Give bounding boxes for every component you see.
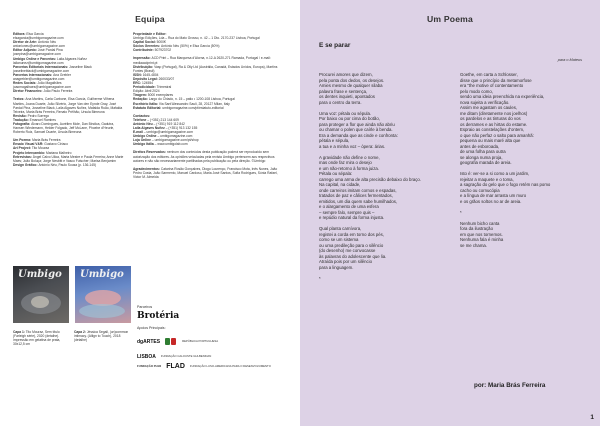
poem-line: como se um sistema xyxy=(319,237,359,242)
poem-line: Nenhum bicho canta xyxy=(460,220,500,226)
cover-2-caption: Capa 2: Jéssica Segall, (un)common intimacy. (Allign to Touch), 2018 (detalhe) xyxy=(74,330,129,343)
credit-line: Sócios Gerentes: António Néu (50%) e Elsa García (50%) xyxy=(133,44,220,49)
credit-line: ISSN: 1645-4804 xyxy=(133,72,159,77)
poem-line: a tua e a minha voz – ópera: árias. xyxy=(319,143,386,149)
poem-line: registei a corda em torno dos pés, xyxy=(319,231,384,237)
poem-line: me ditam (diretamente nos joelhos) xyxy=(460,110,528,116)
poem-column-1 xyxy=(319,72,449,281)
credit-line: Umbigo Online e Parcerias: Laila Algaves Nuñez xyxy=(13,56,87,61)
credit-line: Escritório Itália: Via Sant'Alessandro Sauli, 28, 20127 Milan, Italy xyxy=(133,101,230,106)
poem-line: e repúdio natural da forma injusta. xyxy=(319,215,385,220)
flad-logo: FLAD xyxy=(166,363,185,370)
credit-line: Redação: Largo do Chiado, n. 15 – patio • 1200-108 Lisboa, Portugal xyxy=(133,97,235,102)
credit-line: Art Project: Tito Mouraz xyxy=(13,146,50,151)
poem-line: * xyxy=(319,275,321,281)
credit-line: Redes Sociais: João Magalhães xyxy=(13,81,62,86)
dgartes-logo: dgARTES xyxy=(137,339,161,345)
credit-line: Umbigo Itália – www.umbigolab.com xyxy=(133,142,188,147)
poem-line: os dentes inquieti, apontados xyxy=(319,94,375,99)
credit-line: josepina@umbigomagazine.com xyxy=(13,52,61,57)
poem-line: Por baixo ou por cima do botão, xyxy=(319,116,380,121)
poem-line: pequena ou mais maré alta que xyxy=(460,138,521,143)
poem-line: emitidos, um dia quem sabe humilhados, xyxy=(319,198,398,204)
poem-line: mas onde faz mira o desejo xyxy=(319,160,372,165)
cover-logo: Umbigo xyxy=(80,269,124,280)
poem-line: pelo modo como, xyxy=(460,88,493,94)
credit-line: Editor Adjunto: José Pardal Pina xyxy=(13,48,63,53)
poem-line: e os grãos soltos no ar de areia. xyxy=(460,198,522,204)
credit-line: Depósito Legal: 260033/07 xyxy=(133,76,175,81)
logo-row-1 xyxy=(137,333,287,351)
poem-line: Atraída pois por um silêncio xyxy=(319,259,373,264)
poem-line: para a linguagem. xyxy=(319,264,354,270)
credit-line: Diretor de Arte: António Néu xyxy=(13,40,57,45)
right-page xyxy=(300,0,600,426)
cover-thumbnails xyxy=(13,266,133,324)
credit-line: Ensaio Visual V&R: Gustavo Ciríaco xyxy=(13,142,68,147)
gulbenkian-logo: FUNDAÇÃO CALOUSTE GULBENKIAN xyxy=(160,354,212,359)
credit-line: Loja Online – umbigomagazine.com/pt/shop xyxy=(133,138,199,143)
poem-title: E se parar xyxy=(319,42,351,49)
poem-line: para proteger a flor que ainda não abriu xyxy=(319,121,395,127)
credit-line: Contribuinte: 507923702 xyxy=(133,48,172,53)
poem-line: às palavras do adolescente que lia. xyxy=(319,253,387,259)
credit-line: Editora: Elsa García xyxy=(13,32,44,36)
cover-1-caption: Capa 1: Tito Mouraz, Sem título (Farleigh série), 2020 (detalhe). Impressão em gelatina de prata, 30x12,5 cm xyxy=(13,330,61,347)
poem-line: Amies mesmo de qualquer silaba xyxy=(319,83,383,88)
poem-line: * xyxy=(460,209,462,215)
credit-line: Edição: Abril 2024 xyxy=(133,89,160,94)
poem-line: e o alargamento de uma esfera xyxy=(319,204,379,209)
poem-line: pela ponta dos dedos, os desejos. xyxy=(319,77,385,83)
credit-line: Direitos Reservados: nenhum dos conteúdos desta publicação poderá ser reproduzido sem autorização dos editores. As opiniões veiculadas pela revista Umbigo pertencem aos respectivos autores e não são necessariamente partilhadas pela publicação ou pela direção. ©Umbigo xyxy=(133,150,275,163)
credit-line: Agradecimentos: Catarina Rosão Gonçalves, Diogo Lourenço, Francisco Mota, Inês Nunes, João Pedro Costa, João Sarmento, Manuel Cardoso, Maria José Santos, Sofia Rodrigues, Sónia Rafael, Victor M. Almeida xyxy=(133,166,278,179)
lisboa-logo: LISBOA xyxy=(137,354,156,360)
poem-line: onde carreiros imitam cornos e espadas, xyxy=(319,187,397,193)
poem-line: de uma folha para outra xyxy=(460,149,506,154)
poem-line: geografia marada de areia. xyxy=(460,160,512,165)
poem-line: Na capital, na cidade, xyxy=(319,182,361,187)
poem-line: se me chama. xyxy=(460,242,487,248)
credit-line: Tiragem: 5000 exemplares xyxy=(133,93,174,98)
poem-line: palavra frase e sentença, xyxy=(319,88,368,94)
poem-line: Era a demanda que as cinde e confronta: xyxy=(319,132,398,138)
cover-2-image xyxy=(75,266,131,323)
credit-line: Revisão: Pedro Sorrego xyxy=(13,113,50,118)
broteria-logo: Brotéria xyxy=(137,311,180,321)
credit-line: lailanunez@umbigomagazine.com xyxy=(13,60,64,65)
poem-line: os pardelos e as tinturas do vos xyxy=(460,116,521,121)
poem-line: (do desenho) me convocasse xyxy=(319,248,376,253)
credit-line: Diretor Financeiro: João Paulo Ferreira xyxy=(13,89,73,94)
poem-line: e a língua de mar arrasta um muro xyxy=(460,193,527,198)
partners-heading: Parceiros xyxy=(137,305,153,309)
credit-line: Capital Social: 5000€ xyxy=(133,40,166,45)
poem-line: A gravidade não define o nome, xyxy=(319,154,380,160)
poem-line: ou uma predileção para o silêncio xyxy=(319,242,384,248)
credit-line: Impressão: ACD Print – Rua Marquesa d'Alorna, n.12-A 2620-271 Ramada, Portugal / e-mail: mediaacdprint.pt xyxy=(133,56,271,65)
poem-line: e um não-retorno à forma juiza. xyxy=(319,165,379,171)
credit-line: António Néu – (+351) 919 112 842 xyxy=(133,121,185,126)
republica-portuguesa-text: REPÚBLICA PORTUGUESA xyxy=(182,339,219,344)
credit-line: Contactos: xyxy=(133,113,151,118)
republica-portuguesa-logo xyxy=(165,333,177,351)
credit-line: joaomagalhaes@umbigomagazine.com xyxy=(13,85,71,90)
credit-line: E-mail – umbigo@umbigomagazine.com xyxy=(133,130,193,135)
page-title-um-poema: Um Poema xyxy=(426,14,474,24)
credits-column-2 xyxy=(133,32,285,179)
poem-line: fora da ilustração xyxy=(460,226,493,231)
poem-line: se alonga numa proja, xyxy=(460,154,503,160)
credit-line: Laila Algaves Nuñez – (+351) 913 132 155 xyxy=(133,125,198,130)
credit-line: Umbigo Online – umbigomagazine.com xyxy=(133,134,193,139)
poem-line: Goethe, em carta a Schlosser, xyxy=(460,72,518,77)
credit-line: Parcerias Internacionais: Ana Grebler xyxy=(13,72,71,77)
cover-logo: Umbigo xyxy=(18,269,62,280)
poem-line: Espraio as constelações d'ontem, xyxy=(460,127,525,132)
partners-section xyxy=(137,305,287,370)
credit-line: elsagarcia@umbigomagazine.com xyxy=(13,36,64,41)
poem-line: Pétala ou sépala: xyxy=(319,171,353,176)
credit-line: Design Gráfico: António Néu, Paulo Sousa (p. 136-145) xyxy=(13,162,97,167)
poem-line: Qual planta carnívora, xyxy=(319,226,362,231)
credit-line: Distribuição: Vasp (Portugal), Ra & Olly Ltd (Austrália, Canadá, Estados Unidos, Europa), Martins Fontes (Brasil) xyxy=(133,64,278,73)
credits-column-1 xyxy=(13,32,125,167)
poem-line: ou chamar o polen que caírle à benda. xyxy=(319,127,393,132)
poem-line: era "the motive of contentamento xyxy=(460,83,524,88)
poem-line: rejeitar a maquete e o toma, xyxy=(460,176,514,182)
poem-line: os derrames e as hirtas do estame. xyxy=(460,121,528,127)
poem-line: para o centro da terra. xyxy=(319,99,362,105)
credit-line: ERC: 124554 xyxy=(133,81,153,86)
logo-row-3 xyxy=(137,363,287,370)
credit-line: Propriedade e Editor: xyxy=(133,32,167,36)
poem-line: nova sujeita a verificação. xyxy=(460,99,510,105)
poem-line: Uma voz: pétala ou sépula. xyxy=(319,110,372,116)
credit-line: Telefone – (+351) 213 144 609 xyxy=(133,117,179,122)
credit-line: josselineblack@umbigomagazine.com xyxy=(13,68,70,73)
credit-line: Um Poema: Maria Brás Ferreira xyxy=(13,138,61,143)
plmj-logo: FUNDAÇÃO PLMJ xyxy=(137,363,162,368)
main-supporters-heading: Apoios Principais: xyxy=(137,326,166,330)
poem-line: em que nos tornemos. xyxy=(460,231,503,237)
poem-line: pétala e sépula, xyxy=(319,138,350,143)
poem-line: tratados de paz e câlices fermentados, xyxy=(319,193,393,198)
poem-line: – sempre falo, sempre quis – xyxy=(319,209,375,215)
poem-line: Procurei amores que dizem, xyxy=(319,72,373,77)
poem-line: carrego uma arma de alta precisão debaixo do braço. xyxy=(319,176,421,182)
page-number: 1 xyxy=(590,414,594,421)
page-title-equipa: Equipa xyxy=(135,14,165,24)
credit-line: Projeto Intercambio: Mariana Malheiro xyxy=(13,150,72,155)
poem-line: Nenhuma fala é minha xyxy=(460,237,504,242)
credit-line: Umbigo Edições, Lda – Rua do Mato Grosso, n. 42 – 1 Dto. 2170-237 Lisboa, Portugal xyxy=(133,36,260,41)
credit-line: Periodicidade: Trimestral xyxy=(133,85,172,90)
poem-line: Assim me agastam os caules, xyxy=(460,105,518,110)
poem-author: por: Maria Brás Ferreira xyxy=(474,382,546,389)
credit-line: Tradução: Emanuel Ramires xyxy=(13,117,56,122)
poem-line: sendo uma ideia preenchida na experiência, xyxy=(460,94,545,99)
poem-line: Isto é: ver-se a si como a um jardim, xyxy=(460,171,530,176)
poem-column-2 xyxy=(460,72,585,248)
poem-line: a sagração do gelo que o fogo retém nas pomo xyxy=(460,182,551,187)
poem-line: o que não perfaz o salto para amanhã: xyxy=(460,132,534,138)
credit-line: Entrevistas: Ângel Calvo Ulloa, Marta Mestre e Paula Ferreira; Anne Marie Maes; João Boluça; Jorge Nesbitt e Vasco Futscher; Marisa Benjamim xyxy=(13,154,124,163)
poem-line: disse que o princípio da metamorfose xyxy=(460,77,532,83)
poem-dedication: para o Mateus xyxy=(557,58,582,62)
flad-text: FUNDAÇÃO LUSO-AMERICANA PARA O DESENVOLVIMENTO xyxy=(189,363,271,368)
credit-line: Parcerias Editoriais Internacionais: Josseline Black xyxy=(13,64,92,69)
credit-line: anagrebler@umbigomagazine.com xyxy=(13,77,65,82)
cover-1-image xyxy=(13,266,69,323)
credit-line: Textos: Ana Martins, Carla Carbone, Elsa García, Guilherme Vilhena Martins, Joana Duarte, João Silvério, Jorge Van den Eynde Gray, José Pardal Pina, Josseline Black, Laila Algaves Nuñez, Mafalda Ruão, Mafalda Teixeira, Maria Brás Ferreira, Renato Prêlhão, Ursula Bimeuna xyxy=(13,97,123,114)
poem-line: antes de esboroada, xyxy=(460,143,500,149)
poem-line: cacho ou cornucópia xyxy=(460,187,500,193)
credit-line: Estatuto Editorial: umbigomagazine.com/pt/estatuto-editorial xyxy=(133,105,224,110)
credit-line: antonioneu@umbigomagazine.com xyxy=(13,44,65,49)
logo-row-2 xyxy=(137,354,287,360)
credit-line: Fotografia: Álvaro Domingues, Aurélien Mole, Dan Bindica, Gadutra, Hansen Wiedemann, Helder Folgado, Jeff McLane, Phoebe d'Heurle, Roberto Ruiz, Samuel Duarte, Ursula Bimeuna xyxy=(13,121,115,135)
